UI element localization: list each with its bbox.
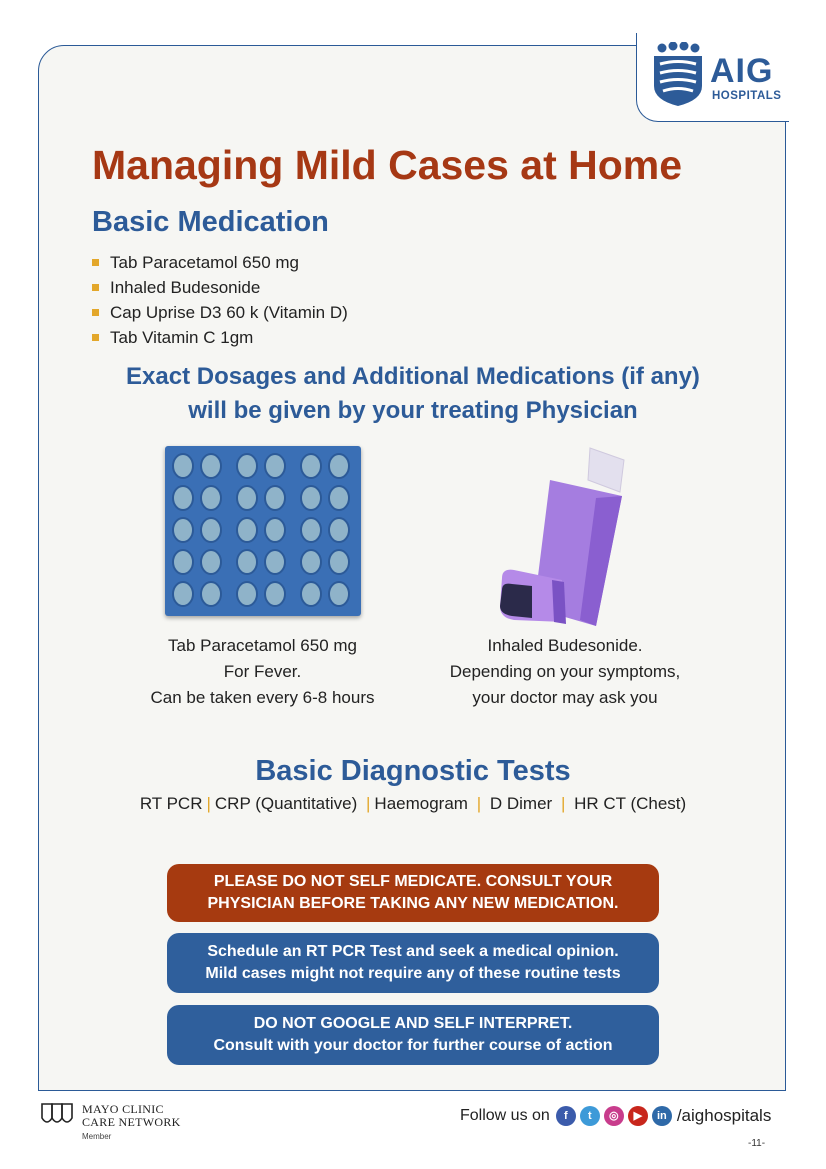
- notice-line: Schedule an RT PCR Test and seek a medical opinion.: [207, 943, 619, 960]
- tablet: [329, 454, 349, 478]
- test-item: HR CT (Chest): [574, 794, 687, 813]
- tablet: [301, 454, 321, 478]
- notice-line: Mild cases might not require any of these routine tests: [205, 965, 621, 982]
- notice-line: DO NOT GOOGLE AND SELF INTERPRET.: [253, 1015, 573, 1032]
- test-item: RT PCR: [139, 794, 203, 813]
- caption-line: your doctor may ask you: [472, 688, 658, 707]
- social-follow: [460, 1106, 771, 1126]
- tablet: [237, 518, 257, 542]
- tablet: [237, 582, 257, 606]
- tablet: [265, 518, 285, 542]
- notice-line: PHYSICIAN BEFORE TAKING ANY NEW MEDICATION.: [207, 895, 619, 912]
- tablet: [329, 518, 349, 542]
- tablet: [173, 486, 193, 510]
- mayo-clinic-logo: [40, 1102, 240, 1144]
- tablet: [265, 454, 285, 478]
- social-handle[interactable]: /aighospitals: [676, 1106, 772, 1125]
- linkedin-icon[interactable]: in: [652, 1106, 672, 1126]
- paracetamol-blister-image: [165, 446, 361, 616]
- separator: |: [366, 794, 371, 813]
- tablet: [173, 518, 193, 542]
- rt-pcr-notice: [167, 933, 659, 993]
- dosage-note-line: Exact Dosages and Additional Medications (if any): [126, 363, 700, 390]
- mayo-line: CARE NETWORK: [82, 1115, 181, 1129]
- tablet: [173, 582, 193, 606]
- tablet: [237, 550, 257, 574]
- instagram-icon[interactable]: ◎: [604, 1106, 624, 1126]
- caption-line: For Fever.: [223, 662, 302, 681]
- tablet: [237, 486, 257, 510]
- tablet: [201, 550, 221, 574]
- caption-line: Depending on your symptoms,: [449, 662, 681, 681]
- list-item: Tab Vitamin C 1gm: [92, 325, 348, 350]
- notice-line: Consult with your doctor for further course of action: [213, 1037, 613, 1054]
- tablet: [201, 582, 221, 606]
- diagnostic-tests-heading: Basic Diagnostic Tests: [255, 755, 571, 787]
- page-number: -11-: [748, 1138, 766, 1149]
- logo-name: AIG: [710, 52, 774, 90]
- list-item: Inhaled Budesonide: [92, 275, 348, 300]
- separator: |: [206, 794, 211, 813]
- caption-line: Can be taken every 6-8 hours: [150, 688, 375, 707]
- mayo-text: [82, 1103, 181, 1129]
- tablet: [265, 582, 285, 606]
- inhaler-image: [492, 440, 642, 630]
- tablet: [301, 582, 321, 606]
- logo-subtitle: HOSPITALS: [712, 90, 782, 102]
- tablet: [237, 454, 257, 478]
- mayo-member-label: Member: [82, 1132, 112, 1141]
- google-warning: [167, 1005, 659, 1065]
- diagnostic-tests-list: [40, 794, 786, 814]
- facebook-icon[interactable]: f: [556, 1106, 576, 1126]
- twitter-icon[interactable]: t: [580, 1106, 600, 1126]
- tablet: [201, 486, 221, 510]
- list-item: Cap Uprise D3 60 k (Vitamin D): [92, 300, 348, 325]
- tablet: [173, 550, 193, 574]
- tablet: [329, 486, 349, 510]
- medication-list: [92, 250, 348, 350]
- tablet: [265, 550, 285, 574]
- aig-logo-emblem: [652, 42, 704, 108]
- test-item: D Dimer: [489, 794, 553, 813]
- tablet: [201, 454, 221, 478]
- mayo-shield-icon: [40, 1102, 74, 1128]
- dosage-note: [40, 360, 786, 428]
- caption-line: Inhaled Budesonide.: [487, 636, 643, 655]
- page-title: Managing Mild Cases at Home: [92, 142, 683, 188]
- youtube-icon[interactable]: ▶: [628, 1106, 648, 1126]
- tablet: [301, 550, 321, 574]
- notice-line: PLEASE DO NOT SELF MEDICATE. CONSULT YOUR: [213, 873, 613, 890]
- mayo-line: MAYO CLINIC: [82, 1102, 164, 1116]
- caption-line: Tab Paracetamol 650 mg: [168, 636, 357, 655]
- test-item: CRP (Quantitative): [214, 794, 358, 813]
- tablet: [301, 518, 321, 542]
- test-item: Haemogram: [374, 794, 468, 813]
- dosage-note-line: will be given by your treating Physician: [188, 397, 638, 424]
- separator: |: [560, 794, 566, 813]
- paracetamol-caption: [120, 633, 405, 711]
- tablet: [329, 582, 349, 606]
- tablet: [301, 486, 321, 510]
- tablet: [201, 518, 221, 542]
- self-medicate-warning: [167, 864, 659, 922]
- tablet: [265, 486, 285, 510]
- separator: |: [476, 794, 482, 813]
- follow-label: Follow us on: [460, 1107, 550, 1124]
- list-item: Tab Paracetamol 650 mg: [92, 250, 348, 275]
- tablet: [173, 454, 193, 478]
- basic-medication-heading: Basic Medication: [92, 206, 329, 238]
- tablet: [329, 550, 349, 574]
- budesonide-caption: [420, 633, 710, 711]
